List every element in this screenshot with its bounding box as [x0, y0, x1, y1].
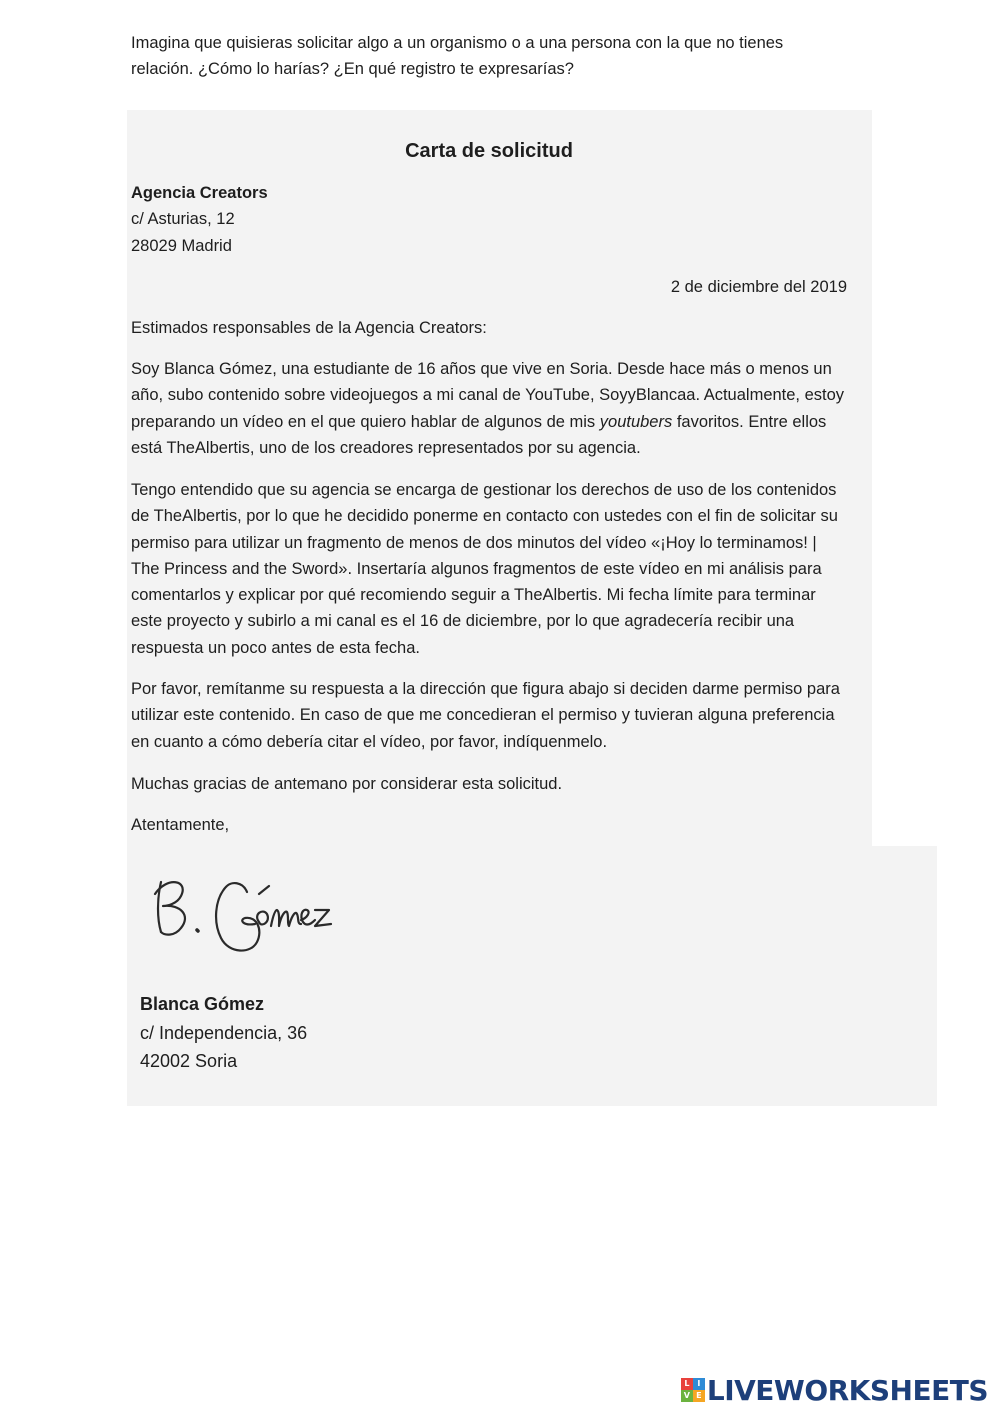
handwritten-signature	[147, 864, 337, 959]
letter-greeting: Estimados responsables de la Agencia Creators:	[131, 319, 487, 337]
logo-letter-v: V	[681, 1390, 693, 1402]
sender-city: 42002 Soria	[140, 1051, 238, 1071]
recipient-city: 28029 Madrid	[131, 236, 232, 255]
recipient-street: c/ Asturias, 12	[131, 210, 235, 229]
sender-name: Blanca Gómez	[140, 994, 265, 1014]
liveworksheets-wordmark: LIVEWORKSHEETS	[706, 1373, 988, 1407]
letter-date: 2 de diciembre del 2019	[670, 278, 847, 296]
paragraph-1-italic: youtubers	[599, 412, 673, 431]
intro-text	[131, 30, 831, 82]
letter-paragraph-3: Por favor, remítanme su respuesta a la dirección que figura abajo si deciden darme permiso para utilizar este contenido. En caso de que me concedieran el permiso y tuvieran alguna preferencia en cuanto a cómo debería citar el vídeo, por favor, indíquenmelo.	[131, 680, 840, 751]
intro-line-1: Imagina que quisieras solicitar algo a un organismo o a una persona con la que no tienes	[131, 34, 784, 52]
sender-address	[140, 990, 307, 1076]
logo-letter-e: E	[693, 1390, 705, 1402]
sender-street: c/ Independencia, 36	[140, 1022, 308, 1043]
recipient-name: Agencia Creators	[131, 184, 268, 202]
letter-paragraph-4: Muchas gracias de antemano por considerar esta solicitud.	[131, 775, 563, 793]
letter-paragraph-2: Tengo entendido que su agencia se encarga de gestionar los derechos de uso de los contenidos de TheAlbertis, por lo que he decidido ponerme en contacto con ustedes con el fin de solicitar su permiso para utilizar un fragmento de menos de dos minutos del vídeo «¡Hoy lo terminamos! | The Princess and the Sword». Insertaría algunos fragmentos de este vídeo en mi análisis para comentarlos y explicar por qué recomiendo seguir a TheAlbertis. Mi fecha límite para terminar este proyecto y subirlo a mi canal es el 16 de diciembre, por lo que agradecería recibir una respuesta un poco antes de esta fecha.	[131, 481, 838, 657]
intro-line-2: relación. ¿Cómo lo harías? ¿En qué registro te expresarías?	[131, 60, 574, 78]
logo-letter-i: I	[693, 1378, 705, 1390]
letter-paragraph-1	[131, 356, 847, 461]
recipient-address	[131, 180, 268, 259]
logo-letter-l: L	[681, 1378, 693, 1390]
paragraph-1-text-a: Soy Blanca Gómez, una estudiante de 16 años que vive en Soria. Desde hace más o menos un año, subo contenido sobre videojuegos a mi canal de YouTube, SoyyBlancaa. Actualmente, estoy preparando un vídeo en el que quiero hablar de algunos de mis	[131, 360, 845, 431]
liveworksheets-logo[interactable]	[681, 1374, 988, 1406]
letter-box	[127, 110, 872, 846]
letter-title: Carta de solicitud	[405, 140, 573, 162]
letter-closing: Atentamente,	[131, 816, 230, 834]
liveworksheets-icon	[681, 1378, 705, 1402]
signature-box	[127, 846, 937, 1106]
paragraph-1-text-b: favoritos. Entre ellos está TheAlbertis, uno de los creadores representados por su agencia.	[131, 412, 827, 457]
